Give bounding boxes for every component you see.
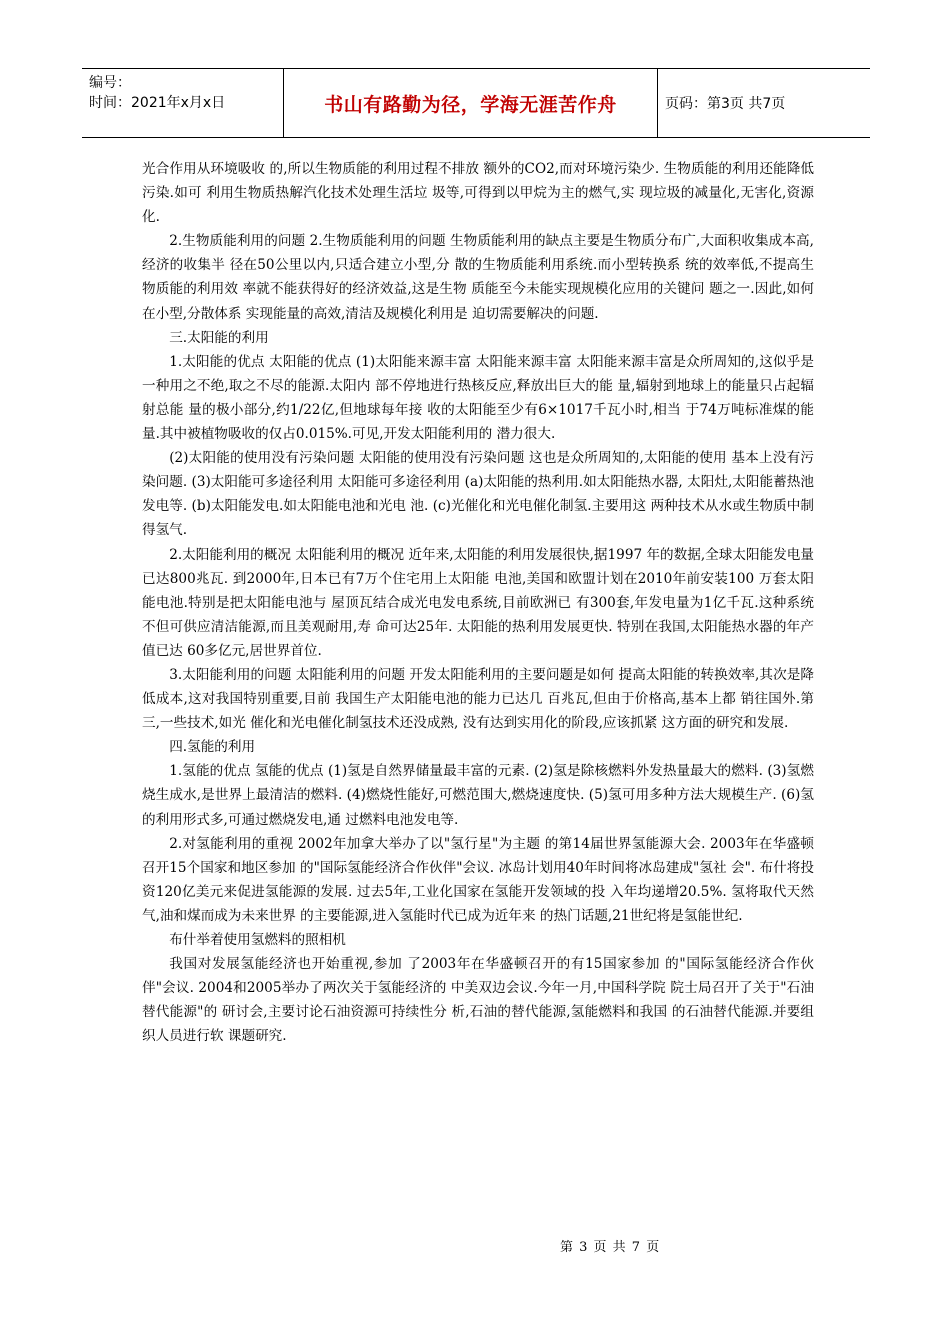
document-body	[142, 157, 814, 1048]
header-page-info: 页码：第3页 共7页	[665, 96, 786, 112]
paragraph: (2)太阳能的使用没有污染问题 太阳能的使用没有污染问题 这也是众所周知的,太阳能的使用 基本上没有污染问题. (3)太阳能可多途径利用 太阳能可多途径利用 (a)太阳能的热利用.如太阳能热水器, 太阳灶,太阳能蓄热池发电等. (b)太阳能发电.如太阳能电池和光电 池. (c)光催化和光电催化制氢.主要用这 两种技术从水或生物质中制得氢气.	[142, 450, 814, 539]
page-header	[82, 68, 870, 138]
paragraph: 1.太阳能的优点 太阳能的优点 (1)太阳能来源丰富 太阳能来源丰富 太阳能来源丰富是众所周知的,这似乎是 一种用之不绝,取之不尽的能源.太阳内 部不停地进行热核反应,释放出巨大的能 量,辐射到地球上的能量只占起辐射总能 量的极小部分,约1/22亿,但地球每年接 收的太阳能至少有6×1017千瓦小时,相当 于74万吨标准煤的能量.其中被植物吸收的仅占0.015%.可见,开发太阳能利用的 潜力很大.	[142, 353, 814, 443]
paragraph: 2.太阳能利用的概况 太阳能利用的概况 近年来,太阳能的利用发展很快,据1997 年的数据,全球太阳能发电量已达800兆瓦. 到2000年,日本已有7万个住宅用上太阳能 电池,美国和欧盟计划在2010年前安装100 万套太阳能电池.特别是把太阳能电池与 屋顶瓦结合成光电发电系统,目前欧洲已 有300套,年发电量为1亿千瓦.这种系统 不但可供应清洁能源,而且美观耐用,寿 命可达25年. 太阳能的热利用发展更快. 特别在我国,太阳能热水器的年产值已达 60多亿元,居世界首位.	[142, 546, 814, 659]
document-time-label: 时间：2021年x月x日	[89, 95, 226, 111]
section-heading: 四.氢能的利用	[169, 739, 256, 756]
header-motto: 书山有路勤为径，学海无涯苦作舟	[284, 69, 658, 137]
paragraph: 2.对氢能利用的重视 2002年加拿大举办了以"氢行星"为主题 的第14届世界氢能源大会. 2003年在华盛顿召开15个国家和地区参加 的"国际氢能经济合作伙伴"会议. 冰岛计划用40年时间将冰岛建成"氢社 会". 布什将投资120亿美元来促进氢能源的发展. 过去5年,工业化国家在氢能开发领域的投 入年均递增20.5%. 氢将取代天然气,油和煤而成为未来世界 的主要能源,进入氢能时代已成为近年来 的热门话题,21世纪将是氢能世纪.	[142, 835, 814, 924]
image-caption: 布什举着使用氢燃料的照相机	[169, 932, 346, 948]
section-heading: 三.太阳能的利用	[169, 329, 269, 346]
paragraph: 2.生物质能利用的问题 2.生物质能利用的问题 生物质能利用的缺点主要是生物质分布广,大面积收集成本高,经济的收集半 径在50公里以内,只适合建立小型,分 散的生物质能利用系统.而小型转换系 统的效率低,不提高生物质能的利用效 率就不能获得好的经济效益,这是生物 质能至今未能实现规模化应用的关键问 题之一.因此,如何在小型,分散体系 实现能量的高效,清洁及规模化利用是 迫切需要解决的问题.	[142, 233, 814, 322]
paragraph: 光合作用从环境吸收 的,所以生物质能的利用过程不排放 额外的CO2,而对环境污染少. 生物质能的利用还能降低污染.如可 利用生物质热解汽化技术处理生活垃 圾等,可得到以甲烷为主的燃气,实 现垃圾的减量化,无害化,资源化.	[142, 161, 814, 226]
page-footer: 第 3 页 共 7 页	[560, 1240, 661, 1255]
header-meta	[82, 69, 284, 137]
paragraph: 我国对发展氢能经济也开始重视,参加 了2003年在华盛顿召开的有15国家参加 的"国际氢能经济合作伙伴"会议. 2004和2005举办了两次关于氢能经济的 中美双边会议.今年一月,中国科学院 院士局召开了关于"石油替代能源"的 研讨会,主要讨论石油资源可持续性分 析,石油的替代能源,氢能燃料和我国 的石油替代能源.并要组织人员进行软 课题研究.	[142, 956, 814, 1045]
paragraph: 1.氢能的优点 氢能的优点 (1)氢是自然界储量最丰富的元素. (2)氢是除核燃料外发热量最大的燃料. (3)氢燃烧生成水,是世界上最清洁的燃料. (4)燃烧性能好,可燃范围大,燃烧速度快. (5)氢可用多种方法大规模生产. (6)氢的利用形式多,可通过燃烧发电,通 过燃料电池发电等.	[142, 763, 814, 828]
document-number-label: 编号：	[89, 75, 131, 91]
paragraph: 3.太阳能利用的问题 太阳能利用的问题 开发太阳能利用的主要问题是如何 提高太阳能的转换效率,其次是降 低成本,这对我国特别重要,目前 我国生产太阳能电池的能力已达几 百兆瓦,但由于价格高,基本上都 销往国外.第三,一些技术,如光 催化和光电催化制氢技术还没成熟, 没有达到实用化的阶段,应该抓紧 这方面的研究和发展.	[142, 666, 814, 732]
